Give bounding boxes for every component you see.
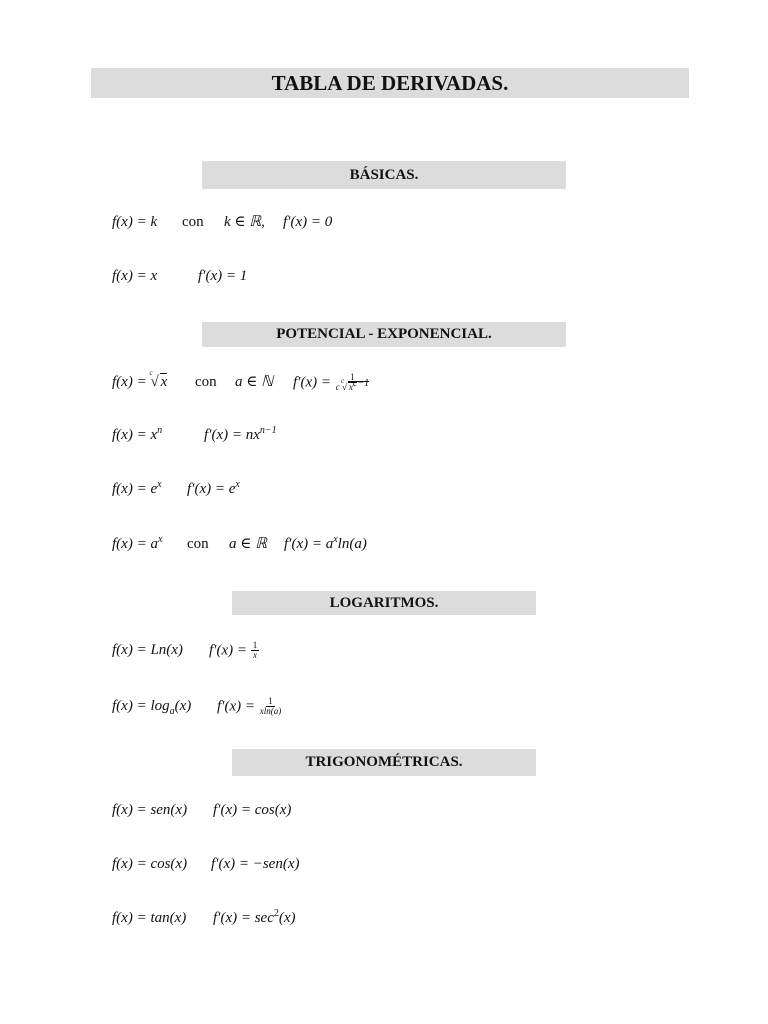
derivative-expression: f′(x) = 0 <box>283 214 333 230</box>
formula-ln <box>112 641 259 661</box>
formula-sen <box>112 803 291 818</box>
formula-exp-a <box>112 534 367 552</box>
function-expression: $f(x) = e^x$ <box>112 479 162 497</box>
formula-log-a <box>112 697 282 717</box>
page-title: TABLA DE DERIVADAS. <box>91 68 689 98</box>
derivative-expression: $f'(x) = e^x$ <box>187 479 240 497</box>
section-heading-basicas: BÁSICAS. <box>202 161 566 189</box>
derivative-expression: f′(x) = cos(x) <box>213 802 292 818</box>
function-expression: $f(x) = \log_a(x)$ <box>112 698 192 718</box>
derivative-expression: f′(x) = $\frac{1}{x}$ <box>209 640 258 661</box>
derivative-expression: f′(x) = 1 <box>198 268 248 284</box>
function-expression: f(x) = x <box>112 268 158 284</box>
section-heading-potencial: POTENCIAL - EXPONENCIAL. <box>202 322 566 347</box>
section-heading-trigonometricas: TRIGONOMÉTRICAS. <box>232 749 536 776</box>
derivative-expression: f′(x) = $\frac{1}{xln(a)}$ <box>217 696 282 717</box>
condition-word: con <box>187 536 209 552</box>
section-heading-logaritmos: LOGARITMOS. <box>232 591 536 615</box>
derivative-fraction: $\frac{1}{x}$ <box>252 640 258 661</box>
derivative-fraction: 1 c c √ $x^{c-1}$ <box>335 372 370 393</box>
function-expression: $f(x) = x^n$ <box>112 425 163 443</box>
derivative-expression: f′(x) = 1 c c √ $x^{c-1}$ <box>293 372 370 393</box>
derivative-expression: f′(x) = −sen(x) <box>211 856 300 872</box>
derivative-expression: $f'(x) = a^x\ln(a)$ <box>284 534 367 552</box>
domain-condition: a ∈ ℝ <box>229 536 267 552</box>
derivative-fraction: $\frac{1}{xln(a)}$ <box>259 696 282 717</box>
function-expression: f(x) = sen(x) <box>112 802 188 818</box>
formula-constant <box>112 215 332 230</box>
condition-word: con <box>182 214 204 230</box>
condition-word: con <box>195 374 217 391</box>
domain-condition: k ∈ ℝ, <box>224 214 265 230</box>
derivative-expression: $f'(x) = \sec^2(x)$ <box>213 908 296 926</box>
formula-power <box>112 425 277 443</box>
formula-identity <box>112 269 247 284</box>
function-expression: f(x) = c √ x <box>112 369 168 391</box>
function-expression: f(x) = cos(x) <box>112 856 188 872</box>
function-expression: f(x) = k <box>112 214 158 230</box>
formula-root <box>112 369 370 393</box>
formula-exp-e <box>112 479 240 497</box>
derivative-expression: $f'(x) = nx^{n-1}$ <box>204 425 277 443</box>
formula-cos <box>112 857 299 872</box>
function-expression: $f(x) = a^x$ <box>112 534 163 552</box>
radical-symbol: c √ x <box>149 369 168 391</box>
function-expression: f(x) = Ln(x) <box>112 642 183 659</box>
function-expression: f(x) = tan(x) <box>112 910 187 926</box>
domain-condition: a ∈ ℕ <box>235 374 274 391</box>
formula-tan <box>112 908 296 926</box>
